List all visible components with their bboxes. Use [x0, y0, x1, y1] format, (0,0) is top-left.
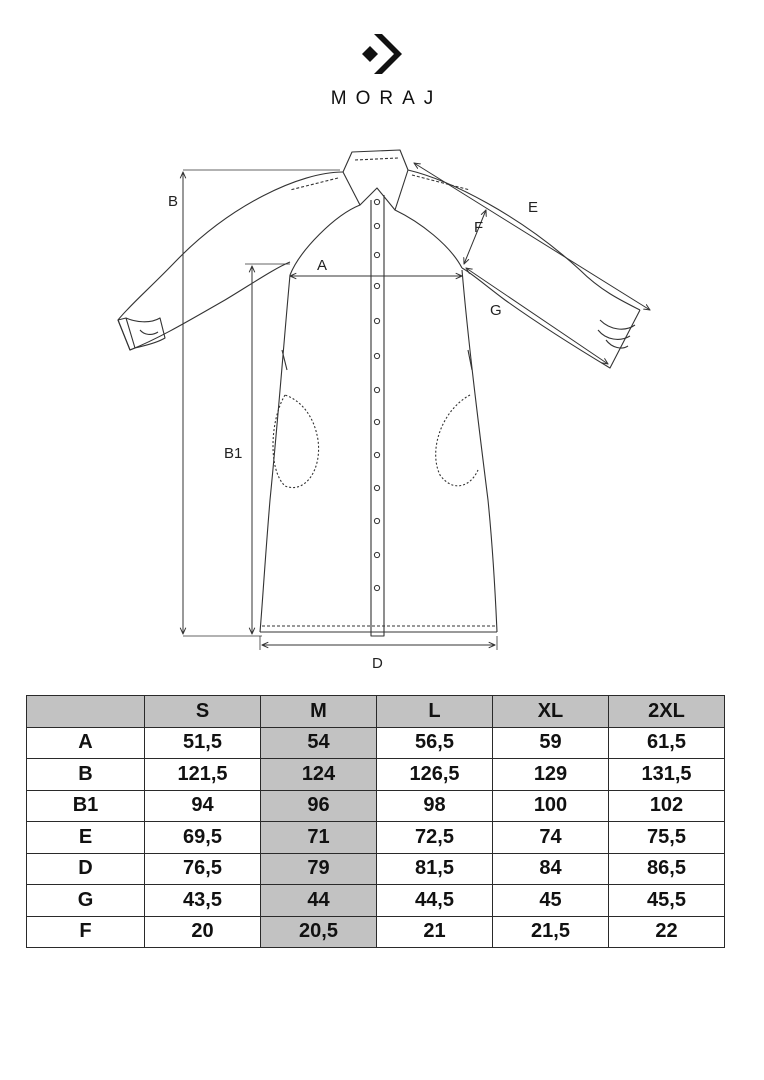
- row-label: B1: [27, 790, 145, 822]
- table-cell: 45: [493, 885, 609, 917]
- row-label: A: [27, 727, 145, 759]
- dimension-g-line: [466, 268, 608, 364]
- row-label: D: [27, 853, 145, 885]
- table-row: [27, 759, 725, 791]
- placket-buttons: [374, 199, 379, 590]
- label-d: D: [372, 655, 383, 672]
- table-cell: 96: [261, 790, 377, 822]
- table-cell: 74: [493, 822, 609, 854]
- table-row: [27, 727, 725, 759]
- table-row: [27, 790, 725, 822]
- table-header-row: [27, 696, 725, 728]
- table-cell: 126,5: [377, 759, 493, 791]
- header-cell-xl: XL: [493, 696, 609, 728]
- table-cell: 72,5: [377, 822, 493, 854]
- dimension-e-line: [414, 163, 650, 310]
- dress-outline: [118, 150, 640, 636]
- table-cell: 81,5: [377, 853, 493, 885]
- table-cell: 100: [493, 790, 609, 822]
- row-label: F: [27, 916, 145, 948]
- label-b: B: [168, 193, 179, 210]
- table-cell: 56,5: [377, 727, 493, 759]
- table-cell: 76,5: [145, 853, 261, 885]
- header-cell-l: L: [377, 696, 493, 728]
- dimension-lines: [183, 163, 650, 650]
- table-cell: 75,5: [609, 822, 725, 854]
- header-cell-s: S: [145, 696, 261, 728]
- label-a: A: [317, 257, 328, 274]
- table-row: [27, 916, 725, 948]
- table-cell: 129: [493, 759, 609, 791]
- row-label: G: [27, 885, 145, 917]
- row-label: E: [27, 822, 145, 854]
- table-cell: 84: [493, 853, 609, 885]
- label-b1: B1: [224, 445, 243, 462]
- table-cell: 44: [261, 885, 377, 917]
- table-cell: 102: [609, 790, 725, 822]
- table-cell: 69,5: [145, 822, 261, 854]
- table-row: [27, 822, 725, 854]
- label-e: E: [528, 199, 539, 216]
- label-g: G: [490, 302, 502, 319]
- table-cell: 44,5: [377, 885, 493, 917]
- table-row: [27, 885, 725, 917]
- table-row: [27, 853, 725, 885]
- table-cell: 45,5: [609, 885, 725, 917]
- table-cell: 71: [261, 822, 377, 854]
- table-cell: 59: [493, 727, 609, 759]
- table-cell: 94: [145, 790, 261, 822]
- table-cell: 61,5: [609, 727, 725, 759]
- label-f: F: [474, 219, 484, 236]
- header-cell-2xl: 2XL: [609, 696, 725, 728]
- header-cell-m: M: [261, 696, 377, 728]
- size-chart-table: [26, 695, 725, 948]
- table-cell: 86,5: [609, 853, 725, 885]
- header-cell-empty: [27, 696, 145, 728]
- table-cell: 43,5: [145, 885, 261, 917]
- table-cell: 124: [261, 759, 377, 791]
- row-label: B: [27, 759, 145, 791]
- table-cell: 98: [377, 790, 493, 822]
- table-cell: 21: [377, 916, 493, 948]
- table-cell: 51,5: [145, 727, 261, 759]
- table-cell: 20: [145, 916, 261, 948]
- table-cell: 54: [261, 727, 377, 759]
- table-cell: 79: [261, 853, 377, 885]
- table-cell: 131,5: [609, 759, 725, 791]
- table-cell: 20,5: [261, 916, 377, 948]
- table-cell: 121,5: [145, 759, 261, 791]
- table-cell: 21,5: [493, 916, 609, 948]
- table-cell: 22: [609, 916, 725, 948]
- brand-name: MORAJ: [330, 88, 443, 109]
